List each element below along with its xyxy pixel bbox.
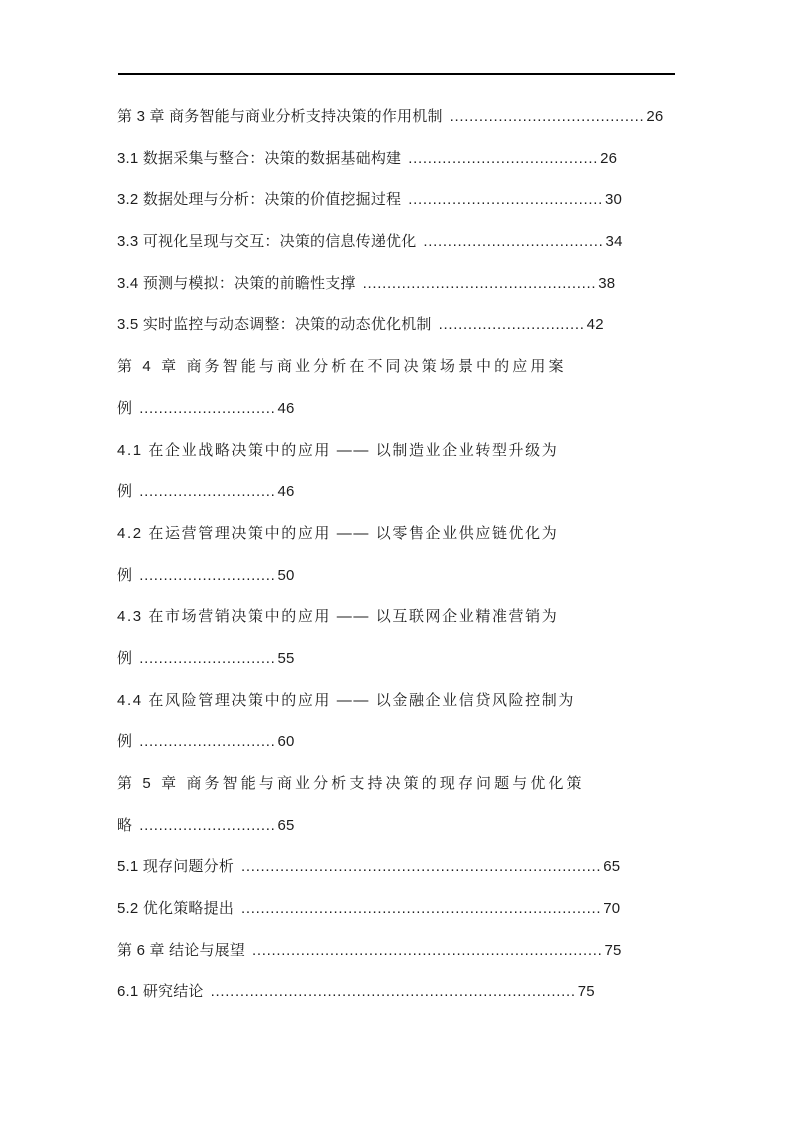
header-rule (118, 73, 675, 75)
dot-leader: ........................................................................... (210, 983, 576, 1001)
toc-entry-text: 6.1 研究结论 (117, 983, 204, 1001)
toc-row (117, 555, 737, 597)
toc-entry-text: 第 5 章 商务智能与商业分析支持决策的现存问题与优化策 (117, 775, 585, 792)
toc-entry-text: 第 6 章 结论与展望 (117, 941, 246, 959)
toc-row (117, 846, 737, 888)
toc-row (117, 888, 737, 930)
toc-entry-text: 4.4 在风险管理决策中的应用 —— 以金融企业信贷风险控制为 (117, 691, 575, 709)
toc-entry-text: 第 4 章 商务智能与商业分析在不同决策场景中的应用案 (117, 358, 567, 376)
page-number: 46 (277, 483, 295, 501)
dot-leader: .......................................................................... (241, 858, 602, 876)
page-number: 60 (277, 733, 295, 751)
dot-leader: ........................................ (408, 191, 603, 209)
page-number: 34 (605, 233, 623, 251)
dot-leader: ............................ (139, 733, 276, 751)
dot-leader: .............................. (438, 316, 585, 334)
toc-row (117, 930, 737, 972)
dot-leader: ............................ (139, 816, 276, 834)
table-of-contents (117, 96, 737, 1013)
toc-entry-text: 4.2 在运营管理决策中的应用 —— 以零售企业供应链优化为 (117, 524, 559, 542)
toc-entry-text: 5.2 优化策略提出 (117, 900, 235, 918)
toc-row (117, 346, 737, 388)
toc-entry-text: 第 3 章 商务智能与商业分析支持决策的作用机制 (117, 108, 443, 125)
toc-entry-text: 3.1 数据采集与整合：决策的数据基础构建 (117, 149, 402, 167)
page-number: 26 (600, 149, 618, 167)
dot-leader: ........................................................................ (252, 941, 603, 959)
toc-row (117, 263, 737, 305)
dot-leader: .......................................................................... (241, 900, 602, 918)
toc-row (117, 388, 737, 430)
dot-leader: ............................ (139, 399, 276, 417)
page-number: 46 (277, 399, 295, 417)
toc-entry-text: 例 (117, 399, 133, 417)
page-number: 70 (603, 900, 621, 918)
toc-entry-text: 4.1 在企业战略决策中的应用 —— 以制造业企业转型升级为 (117, 441, 559, 459)
page-number: 42 (586, 316, 604, 334)
toc-row (117, 596, 737, 638)
page-number: 75 (604, 941, 622, 959)
toc-entry-text: 5.1 现存问题分析 (117, 858, 235, 876)
toc-row (117, 513, 737, 555)
toc-entry-text: 4.3 在市场营销决策中的应用 —— 以互联网企业精准营销为 (117, 608, 559, 626)
toc-entry-text: 例 (117, 566, 133, 584)
dot-leader: ..................................... (423, 233, 604, 251)
toc-row (117, 805, 737, 847)
toc-entry-text: 3.2 数据处理与分析：决策的价值挖掘过程 (117, 191, 402, 209)
toc-row (117, 179, 737, 221)
page-number: 26 (646, 108, 664, 125)
toc-row (117, 430, 737, 472)
dot-leader: ................................................ (362, 274, 597, 292)
toc-row (117, 971, 737, 1013)
toc-row (117, 471, 737, 513)
toc-row (117, 763, 737, 805)
toc-row (117, 96, 737, 138)
dot-leader: ....................................... (408, 149, 599, 167)
toc-entry-text: 例 (117, 733, 133, 751)
toc-row (117, 304, 737, 346)
toc-row (117, 680, 737, 722)
toc-row (117, 221, 737, 263)
toc-row (117, 721, 737, 763)
page-number: 30 (604, 191, 623, 209)
page-number: 65 (603, 858, 621, 876)
page-number: 38 (598, 274, 616, 292)
dot-leader: ............................ (139, 566, 276, 584)
toc-entry-text: 3.4 预测与模拟：决策的前瞻性支撑 (117, 274, 356, 292)
toc-row (117, 638, 737, 680)
toc-entry-text: 例 (117, 483, 133, 501)
toc-entry-text: 略 (117, 816, 133, 834)
page-number: 50 (277, 566, 295, 584)
toc-entry-text: 3.3 可视化呈现与交互：决策的信息传递优化 (117, 233, 417, 251)
page-number: 55 (277, 649, 295, 667)
toc-row (117, 138, 737, 180)
page-number: 65 (277, 816, 295, 834)
toc-entry-text: 3.5 实时监控与动态调整：决策的动态优化机制 (117, 316, 432, 334)
dot-leader: ............................ (139, 649, 276, 667)
dot-leader: ........................................ (449, 108, 645, 125)
dot-leader: ............................ (139, 483, 276, 501)
page-number: 75 (577, 983, 595, 1001)
toc-entry-text: 例 (117, 649, 133, 667)
